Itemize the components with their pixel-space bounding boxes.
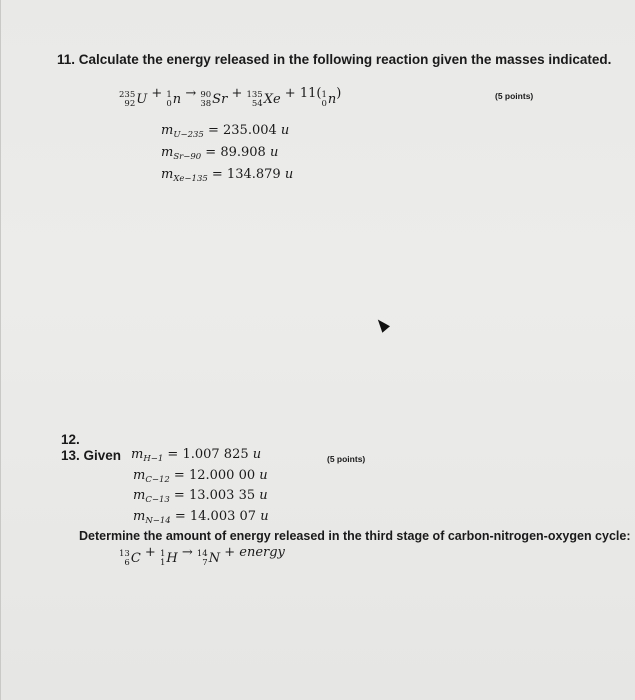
mass-row: $m_{C-12} = 12.000$ 00 u — [133, 467, 268, 485]
mass-row: $m_{N-14} = 14.003$ 07 u — [133, 508, 269, 526]
fission-reaction-equation: 235 92 U + 1 0 n → 90 38 Sr + 135 54 Xe + 11( 1 0 n ) — [119, 86, 342, 109]
question-12-label: 12. — [61, 432, 80, 447]
question-13-masses — [131, 447, 269, 529]
question-13-points: (5 points) — [327, 454, 366, 464]
mass-row: $m_{Sr-90} = 89.908$ u — [161, 145, 279, 162]
mouse-pointer-icon — [374, 316, 390, 332]
mass-row: $m_{U-235} = 235.004$ u — [161, 123, 290, 140]
mass-row: $m_{H-1} = 1.007$ 825 u — [131, 447, 262, 464]
question-13-prompt: Determine the amount of energy released in the third stage of carbon-nitrogen-oxygen cycle: — [79, 529, 631, 543]
question-11-points: (5 points) — [495, 91, 534, 101]
question-11-masses — [161, 122, 293, 188]
question-11-title: 11. Calculate the energy released in the following reaction given the masses indicated. — [57, 52, 612, 67]
mass-row: $m_{C-13} = 13.003$ 35 u — [133, 488, 268, 505]
question-13-given: 13. Given — [61, 448, 122, 463]
cno-reaction-equation: 13 6 C + 1 1 H → 14 7 N + energy — [119, 545, 285, 568]
mass-row: $m_{Xe-135} = 134.879$ u — [161, 167, 294, 184]
